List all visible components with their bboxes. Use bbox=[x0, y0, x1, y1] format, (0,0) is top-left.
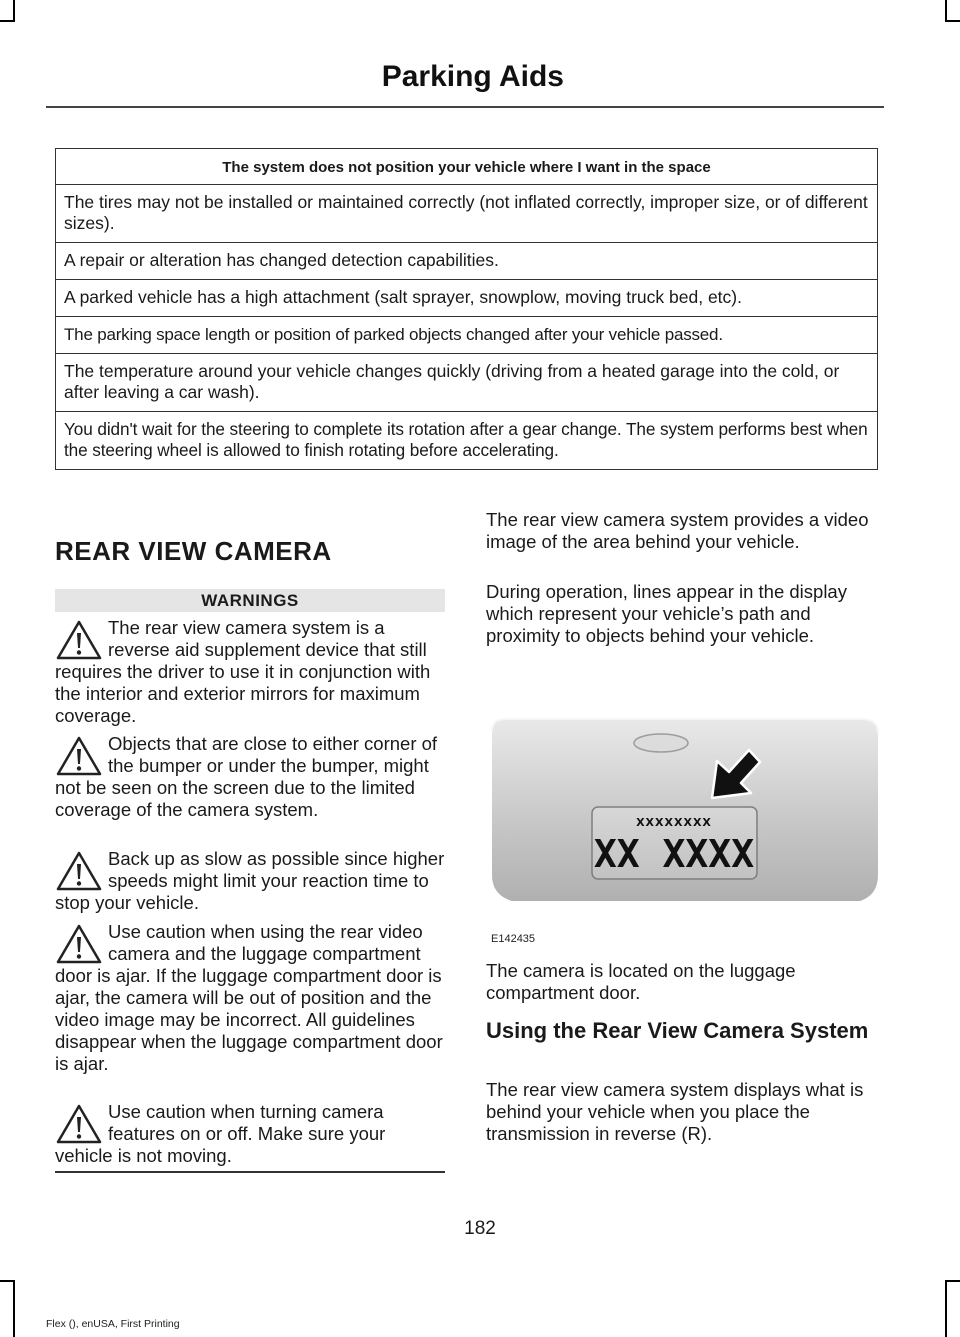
header-divider bbox=[46, 106, 884, 108]
crop-mark bbox=[945, 0, 947, 22]
warning-text: The rear view camera system is a reverse aid supplement device that still requires the driver to use it in conjunction with the interior and exterior mirrors for maximum coverage. bbox=[55, 617, 431, 726]
warnings-header: WARNINGS bbox=[55, 589, 445, 612]
warning-text: Back up as slow as possible since higher speeds might limit your reaction time to stop your vehicle. bbox=[55, 848, 445, 913]
warning-text: Use caution when turning camera features on or off. Make sure your vehicle is not moving. bbox=[55, 1101, 386, 1166]
table-row: You didn't wait for the steering to complete its rotation after a gear change. The system performs best when the steering wheel is allowed to finish rotating before accelerating. bbox=[56, 412, 878, 470]
paragraph: The camera is located on the luggage compartment door. bbox=[486, 960, 796, 1003]
crop-mark bbox=[0, 20, 15, 22]
warnings-end-divider bbox=[55, 1171, 445, 1173]
subheading: Using the Rear View Camera System bbox=[486, 1018, 869, 1043]
troubleshooting-table bbox=[55, 148, 878, 470]
warning-triangle-icon bbox=[55, 1103, 103, 1145]
warning-item bbox=[55, 921, 445, 1075]
warning-item bbox=[55, 733, 445, 821]
warning-item bbox=[55, 1101, 445, 1167]
plate-main-text: XX XXXX bbox=[593, 832, 755, 876]
warning-item bbox=[55, 848, 445, 914]
warning-text: Objects that are close to either corner of the bumper or under the bumper, might not be seen on the screen due to the limited coverage of the camera system. bbox=[55, 733, 438, 820]
figure-id: E142435 bbox=[491, 933, 536, 945]
plate-small-text: XXXXXXXX bbox=[636, 816, 712, 829]
crop-mark bbox=[945, 20, 960, 22]
warning-item bbox=[55, 617, 445, 727]
paragraph: The rear view camera system provides a video image of the area behind your vehicle. bbox=[486, 509, 869, 552]
crop-mark bbox=[13, 0, 15, 22]
crop-mark bbox=[0, 1280, 15, 1282]
warning-triangle-icon bbox=[55, 923, 103, 965]
table-row: The temperature around your vehicle changes quickly (driving from a heated garage into the cold, or after leaving a car wash). bbox=[56, 354, 878, 412]
footer-edition: Flex (), enUSA, First Printing bbox=[46, 1318, 180, 1330]
table-row: The parking space length or position of parked objects changed after your vehicle passed. bbox=[56, 317, 878, 354]
crop-mark bbox=[945, 1280, 960, 1282]
table-heading: The system does not position your vehicle where I want in the space bbox=[56, 149, 878, 185]
paragraph: During operation, lines appear in the display which represent your vehicle’s path and proximity to objects behind your vehicle. bbox=[486, 581, 847, 646]
crop-mark bbox=[945, 1280, 947, 1337]
section-title: REAR VIEW CAMERA bbox=[55, 536, 332, 566]
table-row: A parked vehicle has a high attachment (salt sprayer, snowplow, moving truck bed, etc). bbox=[56, 280, 878, 317]
camera-location-illustration bbox=[486, 705, 882, 950]
warning-text: Use caution when using the rear video camera and the luggage compartment door is ajar. If the luggage compartment door is ajar, the camera will be out of position and the video image may be incorrect. All guidelines disappear when the luggage compartment door is ajar. bbox=[55, 921, 443, 1074]
warning-triangle-icon bbox=[55, 619, 103, 661]
table-row: A repair or alteration has changed detection capabilities. bbox=[56, 243, 878, 280]
paragraph: The rear view camera system displays what is behind your vehicle when you place the transmission in reverse (R). bbox=[486, 1079, 864, 1144]
crop-mark bbox=[13, 1280, 15, 1337]
page-number: 182 bbox=[464, 1218, 496, 1239]
warning-triangle-icon bbox=[55, 850, 103, 892]
warning-triangle-icon bbox=[55, 735, 103, 777]
page-title: Parking Aids bbox=[381, 60, 564, 93]
table-row: The tires may not be installed or maintained correctly (not inflated correctly, improper size, or of different sizes). bbox=[56, 185, 878, 243]
